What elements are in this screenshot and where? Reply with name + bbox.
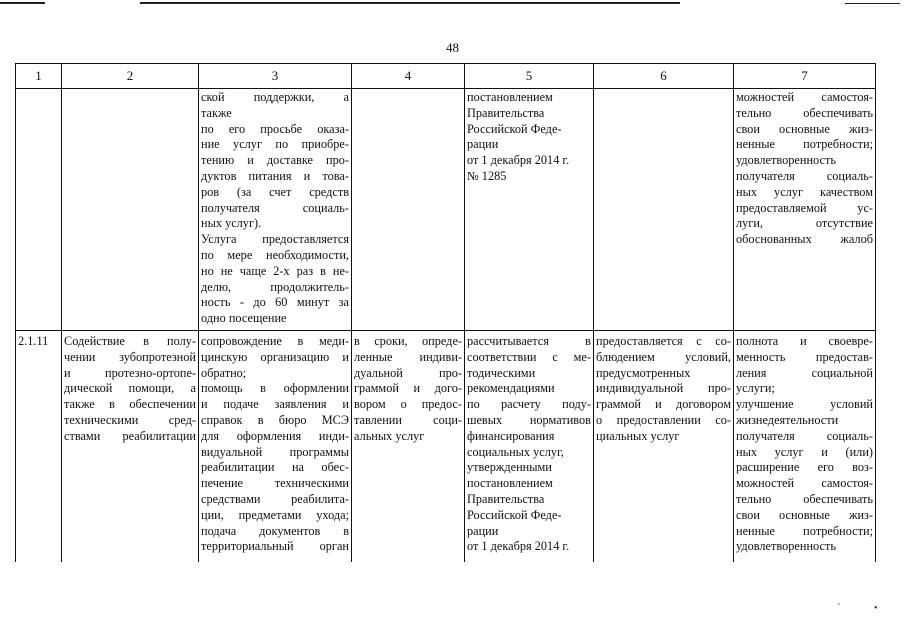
table-row — [16, 89, 876, 331]
text-line: рекомендациями — [467, 381, 555, 396]
text-line: Российской Феде- — [467, 507, 562, 522]
text-line: шевых нормативов — [467, 412, 591, 427]
text-line: ность - до 60 минут за — [201, 295, 349, 310]
text-line: ции, предметами ухода; — [201, 507, 349, 522]
text-line: ров (за счет средств — [201, 184, 349, 199]
text-line: Правительства — [467, 491, 545, 506]
text-line: удовлетворенность — [736, 153, 836, 168]
text-line: ных услуг качеством — [736, 184, 873, 199]
text-line: луги, отсутствие — [736, 216, 873, 231]
text-line: ние услуг по приобре- — [201, 137, 349, 152]
text-line: по его просьбе оказа- — [201, 121, 349, 136]
text-line: тельно обеспечивать — [736, 105, 873, 120]
quality-indicators-cell — [734, 89, 876, 331]
text-line: получателя социаль- — [736, 428, 873, 443]
scan-artifact-line — [845, 3, 900, 4]
text-line: также в обеспечении — [64, 397, 196, 412]
text-line: утвержденными — [467, 460, 552, 475]
text-line: обратно; — [201, 365, 247, 380]
text-line: о предоставлении со- — [596, 412, 731, 427]
text-line: ствами реабилитации — [64, 428, 196, 443]
table-header-row — [16, 64, 876, 89]
text-line: реабилитации на обес- — [201, 460, 349, 475]
text-line: улучшение условий — [736, 397, 873, 412]
text-line: делю, продолжитель- — [201, 279, 349, 294]
text-line: тельно обеспечивать — [736, 491, 873, 506]
text-line: Российской Феде- — [467, 121, 562, 136]
text-line: Содействие в полу- — [64, 334, 196, 348]
text-line: одно посещение — [201, 311, 287, 326]
text-line: ненные потребности; — [736, 523, 873, 538]
text-line: от 1 декабря 2014 г. — [467, 153, 570, 168]
text-line: цинскую организацию и — [201, 349, 349, 364]
text-line: но не чаще 2-х раз в не- — [201, 263, 349, 278]
text-line: дуктов питания и това- — [201, 168, 349, 183]
text-line: можностей самостоя- — [736, 476, 873, 491]
service-content-cell — [199, 89, 352, 331]
text-line: индивидуальной про- — [596, 381, 731, 396]
text-line: и протезно-ортопе- — [64, 365, 196, 380]
text-line: от 1 декабря 2014 г. — [467, 539, 570, 554]
column-header: 7 — [734, 64, 876, 89]
services-table — [15, 63, 876, 562]
text-line: для оформления инди- — [201, 428, 349, 443]
scan-artifact-line — [0, 2, 45, 4]
text-line: дуальной про- — [354, 365, 462, 380]
text-line: финансирования — [467, 428, 555, 443]
text-line: жизнедеятельности — [736, 412, 839, 427]
service-terms-cell — [352, 331, 465, 563]
column-header: 1 — [16, 64, 62, 89]
text-line: удовлетворенность — [736, 539, 836, 554]
service-conditions-cell — [594, 331, 734, 563]
text-line: получателя социаль- — [736, 168, 873, 183]
text-line: также — [201, 105, 232, 120]
page-number: 48 — [446, 40, 459, 55]
text-line: техническими сред- — [64, 412, 196, 427]
text-line: граммой и договором — [596, 397, 731, 412]
text-line: рации — [467, 523, 499, 538]
text-line: ных услуг). — [201, 216, 262, 231]
row-number-cell — [16, 89, 62, 331]
text-line: услуги; — [736, 381, 775, 396]
scan-speck: ' — [838, 602, 840, 613]
text-line: подача документов в — [201, 523, 349, 538]
text-line: по расчету поду- — [467, 397, 591, 412]
service-conditions-cell — [594, 89, 734, 331]
text-line: ской поддержки, а — [201, 90, 349, 104]
text-line: рассчитывается в — [467, 334, 591, 348]
column-header: 2 — [62, 64, 199, 89]
text-line: дической помощи, а — [64, 381, 196, 396]
text-line: чении зубопротезной — [64, 349, 196, 364]
text-line: сопровождение в меди- — [201, 334, 349, 348]
text-line: вором о предос- — [354, 397, 462, 412]
service-cost-cell — [465, 331, 594, 563]
service-terms-cell — [352, 89, 465, 331]
text-line: помощь в оформлении — [201, 381, 349, 396]
text-line: № 1285 — [467, 168, 507, 183]
text-line: ленные индиви- — [354, 349, 462, 364]
column-header: 4 — [352, 64, 465, 89]
text-line: тодическими — [467, 365, 536, 380]
text-line: тавлении соци- — [354, 412, 462, 427]
text-line: видуальной программы — [201, 444, 349, 459]
text-line: свои основные жиз- — [736, 121, 873, 136]
table-row — [16, 331, 876, 563]
text-line: ных услуг и (или) — [736, 444, 873, 459]
text-line: рации — [467, 137, 499, 152]
text-line: и подаче заявления и — [201, 397, 349, 412]
column-header: 5 — [465, 64, 594, 89]
scan-speck: • — [874, 603, 878, 614]
text-line: предоставляемой ус- — [736, 200, 873, 215]
service-content-cell — [199, 331, 352, 563]
text-line: по мере необходимости, — [201, 247, 349, 262]
text-line: блюдением условий, — [596, 349, 731, 364]
text-line: справок в бюро МСЭ — [201, 412, 349, 427]
text-line: ненные потребности; — [736, 137, 873, 152]
text-line: соответствии с ме- — [467, 349, 591, 364]
text-line: свои основные жиз- — [736, 507, 873, 522]
text-line: обоснованных жалоб — [736, 232, 873, 247]
column-header: 6 — [594, 64, 734, 89]
text-line: постановлением — [467, 90, 553, 104]
text-line: социальных услуг, — [467, 444, 564, 459]
text-line: Услуга предоставляется — [201, 232, 349, 247]
text-line: циальных услуг — [596, 428, 680, 443]
text-line: можностей самостоя- — [736, 90, 873, 104]
text-line: Правительства — [467, 105, 545, 120]
service-cost-cell — [465, 89, 594, 331]
text-line: получателя социаль- — [201, 200, 349, 215]
text-line: менность предостав- — [736, 349, 873, 364]
text-line: тению и доставке про- — [201, 153, 349, 168]
text-line: граммой и дого- — [354, 381, 462, 396]
column-header: 3 — [199, 64, 352, 89]
text-line: расширение его воз- — [736, 460, 873, 475]
text-line: предоставляется с со- — [596, 334, 731, 348]
text-line: ления социальной — [736, 365, 873, 380]
text-line: постановлением — [467, 476, 553, 491]
text-line: средствами реабилита- — [201, 491, 349, 506]
text-line: печение техническими — [201, 476, 349, 491]
text-line: территориальный орган — [201, 539, 349, 554]
text-line: в сроки, опреде- — [354, 334, 462, 348]
service-name-cell — [62, 331, 199, 563]
text-line: полнота и своевре- — [736, 334, 873, 348]
row-number-cell: 2.1.11 — [16, 331, 62, 563]
scan-artifact-line — [140, 2, 680, 4]
service-name-cell — [62, 89, 199, 331]
text-line: альных услуг — [354, 428, 425, 443]
quality-indicators-cell — [734, 331, 876, 563]
text-line: предусмотренных — [596, 365, 691, 380]
